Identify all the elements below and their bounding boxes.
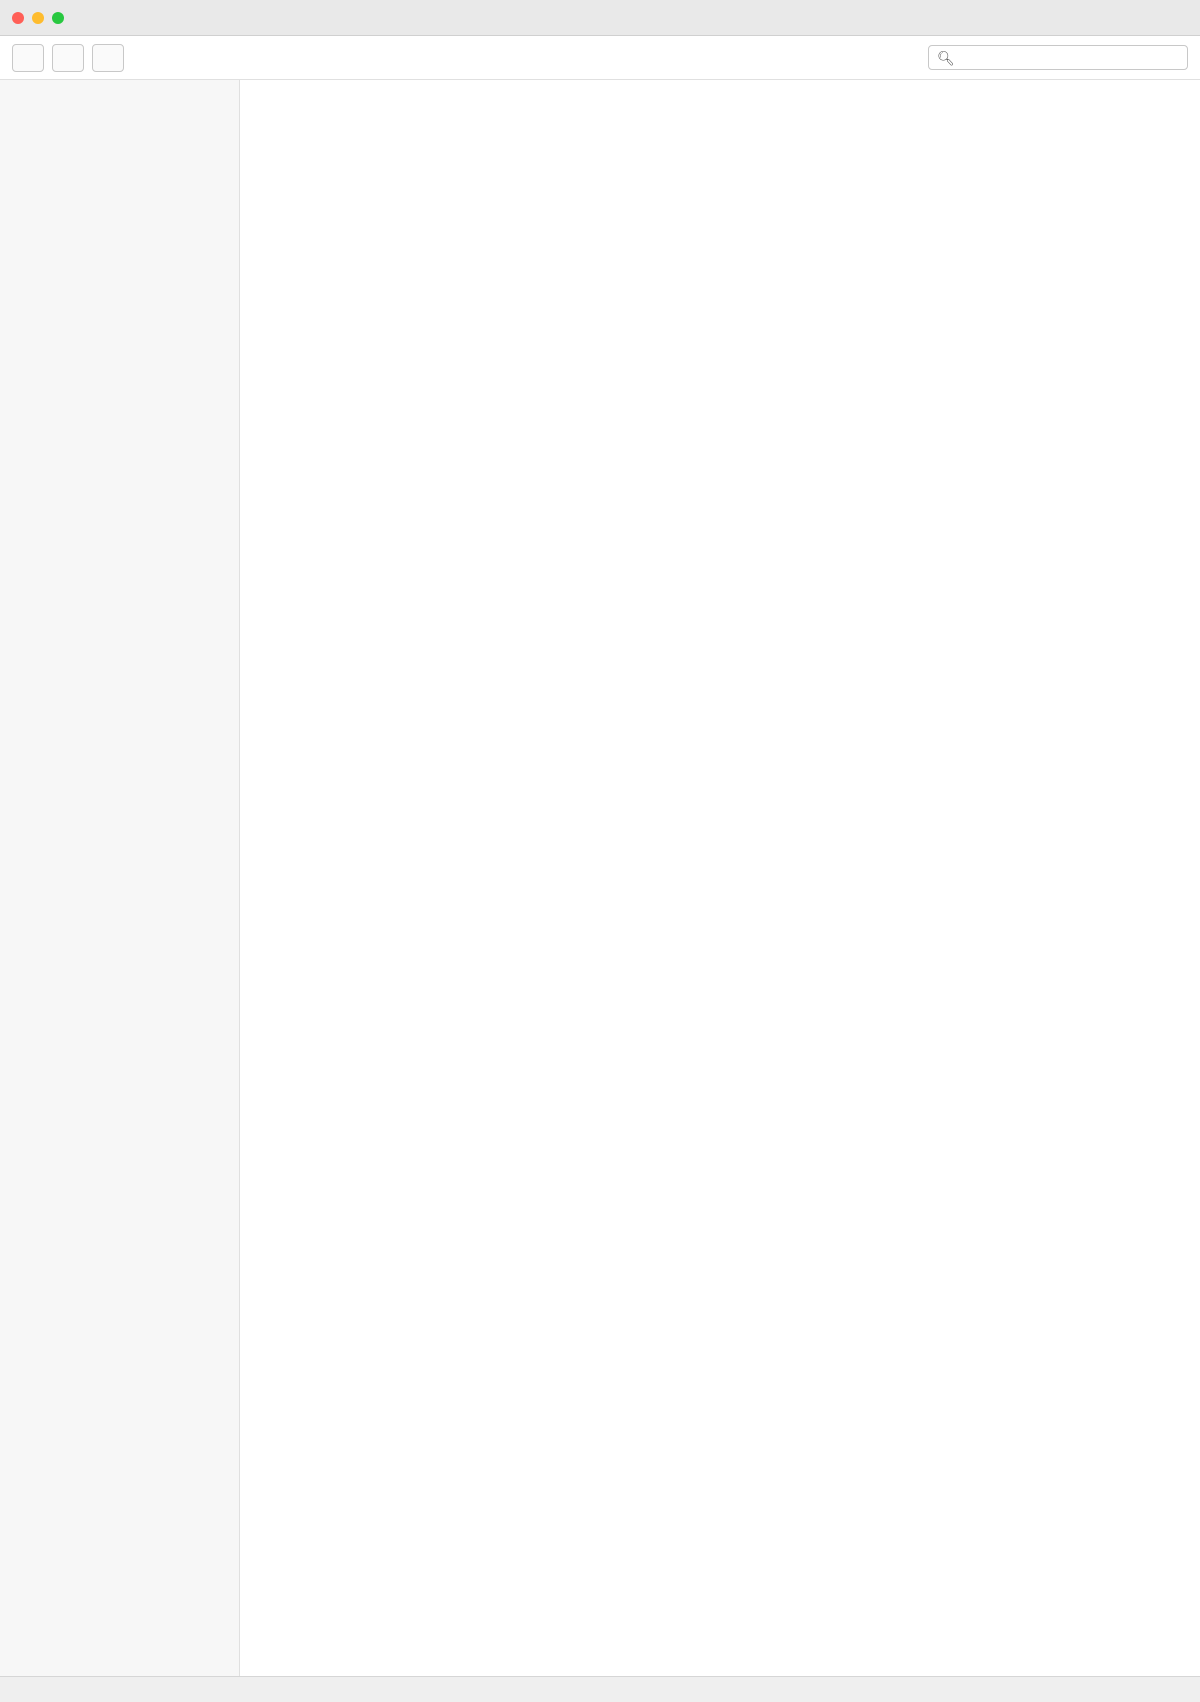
close-window-button[interactable] <box>12 12 24 24</box>
search-icon: 🔍︎ <box>937 49 955 66</box>
sidebar-item-1[interactable] <box>0 92 239 124</box>
maximize-window-button[interactable] <box>52 12 64 24</box>
page-title <box>272 104 1168 132</box>
content-body <box>272 148 1168 168</box>
title-bar <box>0 0 1200 36</box>
body-area <box>0 80 1200 1676</box>
sidebar <box>0 80 240 1676</box>
main-content <box>240 80 1200 1676</box>
toolbar <box>0 36 1200 80</box>
toolbar-button-1[interactable] <box>12 44 44 72</box>
window-controls <box>12 12 64 24</box>
search-box <box>928 45 1188 70</box>
sidebar-item-2[interactable] <box>0 124 239 156</box>
sidebar-item-3[interactable] <box>0 156 239 188</box>
status-bar <box>0 1676 1200 1702</box>
toolbar-button-2[interactable] <box>52 44 84 72</box>
search-input[interactable] <box>961 50 1179 65</box>
toolbar-button-3[interactable] <box>92 44 124 72</box>
minimize-window-button[interactable] <box>32 12 44 24</box>
